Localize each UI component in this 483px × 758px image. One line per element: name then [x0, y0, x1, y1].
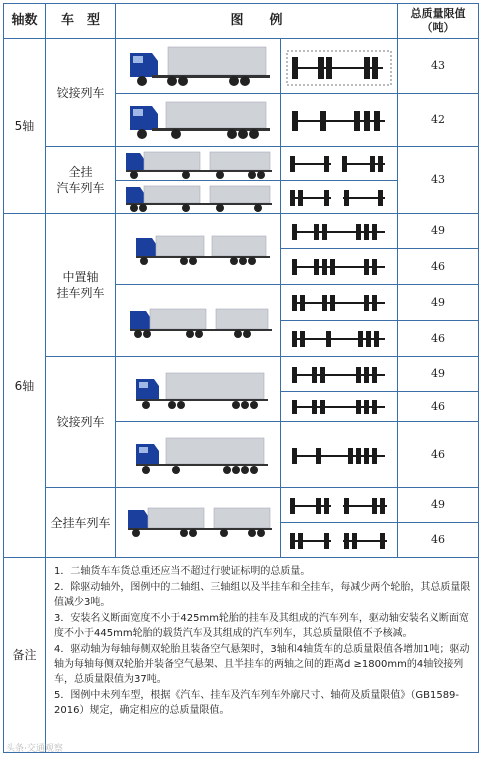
header-limit-line1: 总质量限值 [410, 7, 466, 20]
vehicle-type-line1: 全挂 [68, 165, 93, 179]
axle-diagram [280, 391, 398, 422]
limit-value: 49 [397, 487, 479, 523]
vehicle-type-line2: 汽车列车 [56, 181, 105, 195]
axle-diagram [280, 180, 398, 214]
note-item: 3．安装名义断面宽度不小于425mm轮胎的挂车及其组成的汽车列车，驱动轴安装名义断面宽度不小于445mm轮胎的载货汽车及其组成的汽车列车，其总质量限值不予核减。 [54, 613, 469, 639]
axle-load-table [3, 3, 479, 753]
note-item: 4．驱动轴为每轴每侧双轮胎且装备空气悬架时，3轴和4轴货车的总质量限值各增加1吨；驱动轴为每轴每侧双轮胎并装备空气悬架、且半挂车的两轴之间的距离d ≥1800mm的4轴铰接列车，总质量限值为37吨。 [54, 644, 470, 685]
vehicle-type-center-axle-trailer [45, 213, 116, 357]
axle-count-6: 6轴 [3, 213, 46, 558]
axle-diagram [280, 356, 398, 392]
vehicle-image [115, 38, 281, 94]
limit-value: 43 [397, 38, 479, 94]
note-item: 5．图例中未列车型，根据《汽车、挂车及汽车列车外廓尺寸、轴荷及质量限值》（GB1589-2016）规定，确定相应的总质量限值。 [54, 690, 460, 716]
vehicle-type-full-trailer-5 [45, 146, 116, 214]
axle-diagram [280, 146, 398, 181]
limit-value: 46 [397, 248, 479, 285]
axle-diagram [280, 248, 398, 285]
vehicle-type-line2: 挂车列车 [56, 286, 105, 300]
axle-diagram [280, 320, 398, 357]
header-limit-line2: （吨） [421, 21, 455, 34]
vehicle-image [115, 146, 281, 181]
notes-label: 备注 [3, 557, 46, 753]
limit-value: 46 [397, 522, 479, 558]
header-diagram: 图 例 [115, 3, 398, 39]
vehicle-image [115, 487, 281, 558]
limit-value: 49 [397, 213, 479, 249]
vehicle-image [115, 93, 281, 147]
note-item: 2．除驱动轴外，图例中的二轴组、三轴组以及半挂车和全挂车，每减少两个轮胎，其总质量限值减少3吨。 [54, 582, 471, 608]
axle-diagram [280, 93, 398, 147]
limit-value: 46 [397, 391, 479, 422]
note-item: 1．二轴货车车货总重还应当不超过行驶证标明的总质量。 [54, 566, 311, 577]
limit-value: 43 [397, 146, 479, 214]
limit-value: 42 [397, 93, 479, 147]
limit-value: 46 [397, 320, 479, 357]
header-axles: 轴数 [3, 3, 46, 39]
axle-diagram [280, 213, 398, 249]
limit-value: 49 [397, 284, 479, 321]
header-vehicle-type: 车 型 [45, 3, 116, 39]
axle-diagram [280, 487, 398, 523]
notes-content [45, 557, 479, 753]
axle-count-5: 5轴 [3, 38, 46, 214]
vehicle-type-articulated-6: 铰接列车 [45, 356, 116, 488]
vehicle-image [115, 284, 281, 357]
axle-diagram [280, 284, 398, 321]
vehicle-type-line1: 中置轴 [62, 270, 99, 284]
vehicle-image [115, 180, 281, 214]
vehicle-image [115, 421, 281, 488]
vehicle-image [115, 213, 281, 285]
vehicle-type-full-trailer-6: 全挂车列车 [45, 487, 116, 558]
vehicle-image [115, 356, 281, 422]
vehicle-type-articulated-5: 铰接列车 [45, 38, 116, 147]
limit-value: 46 [397, 421, 479, 488]
axle-diagram [280, 421, 398, 488]
header-limit [397, 3, 479, 39]
watermark: 头条·交通观察 [6, 744, 63, 754]
axle-diagram [280, 522, 398, 558]
limit-value: 49 [397, 356, 479, 392]
axle-diagram [280, 38, 398, 94]
